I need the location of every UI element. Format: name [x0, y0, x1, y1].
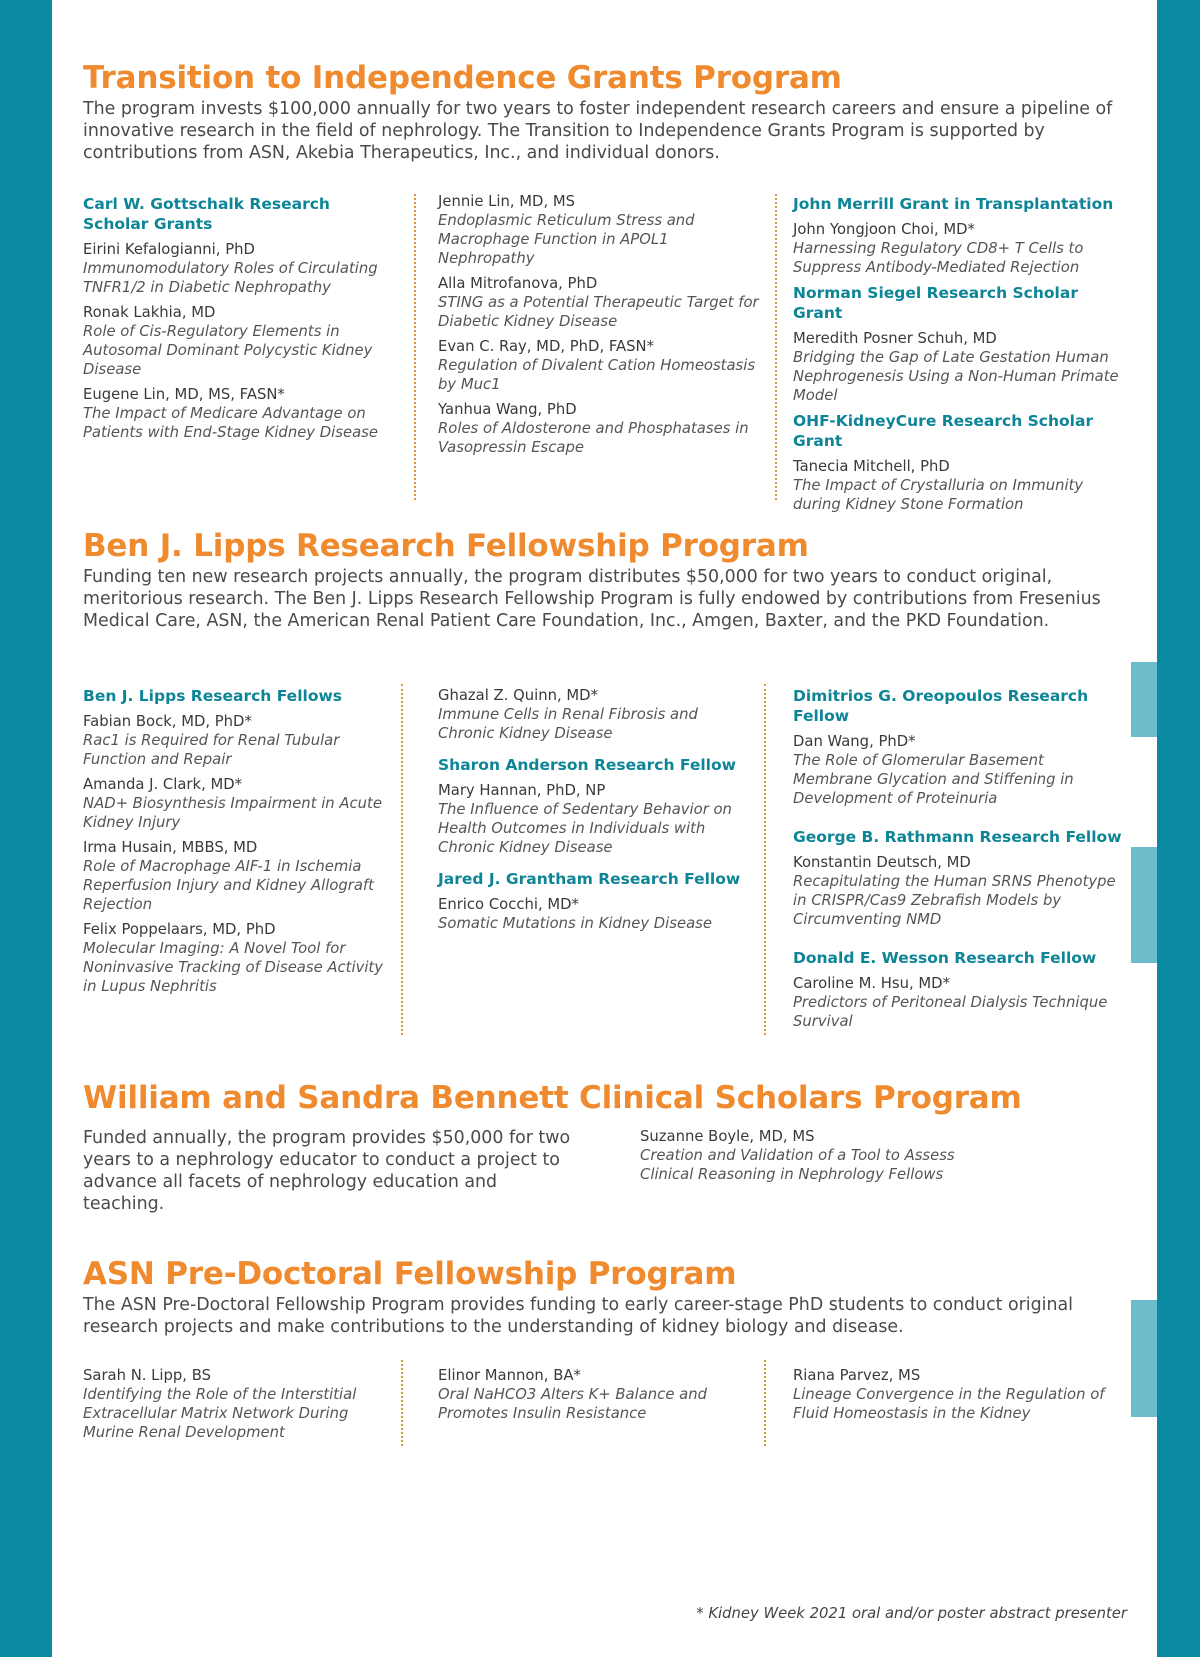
recipient-name: Konstantin Deutsch, MD [793, 854, 971, 871]
project-title: Role of Cis-Regulatory Elements in Autosomal Dominant Polycystic Kidney Disease [83, 323, 373, 378]
recipient-name: Amanda J. Clark, MD* [83, 776, 243, 793]
recipient-name: Riana Parvez, MS [793, 1367, 921, 1384]
recipient-name: Meredith Posner Schuh, MD [793, 330, 997, 347]
project-title: Regulation of Divalent Cation Homeostasis by Muc1 [438, 357, 756, 393]
project-title: Bridging the Gap of Late Gestation Human Nephrogenesis Using a Non-Human Primate Model [793, 349, 1119, 404]
fellow-entry [83, 712, 383, 769]
recipient-name: Fabian Bock, MD, PhD* [83, 713, 252, 730]
category-heading: Sharon Anderson Research Fellow [438, 756, 736, 774]
bennett-section [83, 1080, 1127, 1215]
fellow-entry [83, 1366, 383, 1442]
grant-entry [793, 220, 1127, 277]
category-heading: Dimitrios G. Oreopoulos Research Fellow [793, 687, 1089, 725]
column-divider [764, 684, 766, 1035]
predoc-col-1 [83, 1366, 383, 1448]
project-title: Role of Macrophage AIF-1 in Ischemia Reperfusion Injury and Kidney Allograft Rejection [83, 858, 374, 913]
edge-tab [1131, 662, 1157, 737]
grant-entry [438, 337, 763, 394]
category-heading: John Merrill Grant in Transplantation [793, 195, 1114, 213]
project-title: Lineage Convergence in the Regulation of Fluid Homeostasis in the Kidney [793, 1386, 1105, 1422]
project-title: The Influence of Sedentary Behavior on Health Outcomes in Individuals with Chronic Kidney Disease [438, 801, 732, 856]
project-title: The Impact of Medicare Advantage on Patients with End-Stage Kidney Disease [83, 405, 378, 441]
grant-entry [438, 274, 763, 331]
recipient-name: Jennie Lin, MD, MS [438, 193, 576, 210]
tig-col-3 [793, 194, 1127, 520]
tig-col-2 [438, 192, 763, 463]
project-title: Oral NaHCO3 Alters K+ Balance and Promotes Insulin Resistance [438, 1386, 707, 1422]
grant-entry [83, 240, 398, 297]
lipps-section [83, 528, 1127, 632]
fellow-entry [793, 732, 1127, 808]
bennett-intro: Funded annually, the program provides $50,000 for two years to a nephrology educator to conduct a project to advance all facets of nephrology education and teaching. [83, 1128, 571, 1214]
grant-entry [793, 457, 1127, 514]
grant-entry [793, 329, 1127, 405]
project-title: Roles of Aldosterone and Phosphatases in Vasopressin Escape [438, 420, 749, 456]
project-title: Immune Cells in Renal Fibrosis and Chronic Kidney Disease [438, 706, 698, 742]
scholar-entry [640, 1127, 980, 1184]
recipient-name: Eugene Lin, MD, MS, FASN* [83, 386, 285, 403]
recipient-name: Caroline M. Hsu, MD* [793, 975, 950, 992]
project-title: The Impact of Crystalluria on Immunity during Kidney Stone Formation [793, 477, 1084, 513]
recipient-name: Enrico Cocchi, MD* [438, 896, 579, 913]
predoc-section [83, 1256, 1127, 1338]
project-title: STING as a Potential Therapeutic Target for Diabetic Kidney Disease [438, 294, 759, 330]
bennett-heading: William and Sandra Bennett Clinical Scholars Program [83, 1080, 1022, 1116]
column-divider [775, 194, 777, 500]
fellow-entry [83, 838, 383, 914]
recipient-name: Irma Husain, MBBS, MD [83, 839, 258, 856]
fellow-entry [83, 775, 383, 832]
project-title: Identifying the Role of the Interstitial Extracellular Matrix Network During Murine Renal Development [83, 1386, 357, 1441]
recipient-name: Suzanne Boyle, MD, MS [640, 1128, 815, 1145]
predoc-col-2 [438, 1366, 748, 1429]
column-divider [764, 1360, 766, 1446]
project-title: Recapitulating the Human SRNS Phenotype in CRISPR/Cas9 Zebrafish Models by Circumventing NMD [793, 873, 1116, 928]
category-heading: George B. Rathmann Research Fellow [793, 828, 1122, 846]
grant-entry [83, 303, 398, 379]
recipient-name: Mary Hannan, PhD, NP [438, 782, 606, 799]
recipient-name: Dan Wang, PhD* [793, 733, 916, 750]
fellow-entry [438, 781, 748, 857]
grant-entry [438, 400, 763, 457]
project-title: Somatic Mutations in Kidney Disease [438, 915, 712, 932]
page [52, 0, 1157, 1657]
project-title: Rac1 is Required for Renal Tubular Function and Repair [83, 732, 340, 768]
tig-col-1 [83, 194, 398, 448]
recipient-name: John Yongjoon Choi, MD* [793, 221, 975, 238]
tig-heading: Transition to Independence Grants Program [83, 60, 842, 96]
fellow-entry [793, 1366, 1127, 1423]
lipps-heading: Ben J. Lipps Research Fellowship Program [83, 528, 809, 564]
predoc-intro: The ASN Pre-Doctoral Fellowship Program provides funding to early career-stage PhD students to conduct original research projects and make contributions to the understanding of kidney biology and disease. [83, 1295, 1073, 1337]
recipient-name: Tanecia Mitchell, PhD [793, 458, 950, 475]
fellow-entry [438, 686, 748, 743]
edge-tab [1131, 1300, 1157, 1417]
lipps-col-1 [83, 686, 383, 1002]
category-heading: Jared J. Grantham Research Fellow [438, 870, 741, 888]
project-title: Predictors of Peritoneal Dialysis Technique Survival [793, 994, 1108, 1030]
tig-section [83, 60, 1127, 164]
lipps-intro: Funding ten new research projects annually, the program distributes $50,000 for two years to conduct original, meritorious research. The Ben J. Lipps Research Fellowship Program is fully endowed by contributions from Fresenius Medical Care, ASN, the American Renal Patient Care Foundation, Inc., Amgen, Baxter, and the PKD Foundation. [83, 567, 1101, 631]
fellow-entry [83, 920, 383, 996]
category-heading: Donald E. Wesson Research Fellow [793, 949, 1097, 967]
column-divider [401, 1360, 403, 1446]
edge-tab [1131, 847, 1157, 963]
recipient-name: Alla Mitrofanova, PhD [438, 275, 598, 292]
recipient-name: Sarah N. Lipp, BS [83, 1367, 211, 1384]
recipient-name: Elinor Mannon, BA* [438, 1367, 581, 1384]
recipient-name: Ronak Lakhia, MD [83, 304, 216, 321]
fellow-entry [438, 895, 748, 933]
grant-entry [438, 192, 763, 268]
project-title: Immunomodulatory Roles of Circulating TNFR1/2 in Diabetic Nephropathy [83, 260, 378, 296]
recipient-name: Yanhua Wang, PhD [438, 401, 577, 418]
column-divider [401, 684, 403, 1035]
recipient-name: Evan C. Ray, MD, PhD, FASN* [438, 338, 654, 355]
fellow-entry [793, 853, 1127, 929]
project-title: Creation and Validation of a Tool to Assess Clinical Reasoning in Nephrology Fellows [640, 1147, 955, 1183]
project-title: Molecular Imaging: A Novel Tool for Noninvasive Tracking of Disease Activity in Lupus Nephritis [83, 940, 383, 995]
column-divider [414, 194, 416, 500]
category-heading: OHF-KidneyCure Research Scholar Grant [793, 412, 1094, 450]
predoc-heading: ASN Pre-Doctoral Fellowship Program [83, 1256, 737, 1292]
category-heading: Carl W. Gottschalk Research Scholar Grants [83, 195, 330, 233]
recipient-name: Eirini Kefalogianni, PhD [83, 241, 255, 258]
project-title: Harnessing Regulatory CD8+ T Cells to Suppress Antibody-Mediated Rejection [793, 240, 1084, 276]
grant-entry [83, 385, 398, 442]
project-title: NAD+ Biosynthesis Impairment in Acute Kidney Injury [83, 795, 382, 831]
footnote: * Kidney Week 2021 oral and/or poster abstract presenter [696, 1605, 1127, 1622]
predoc-col-3 [793, 1366, 1127, 1429]
category-heading: Ben J. Lipps Research Fellows [83, 687, 343, 705]
lipps-col-3 [793, 686, 1127, 1037]
category-heading: Norman Siegel Research Scholar Grant [793, 284, 1078, 322]
recipient-name: Ghazal Z. Quinn, MD* [438, 687, 598, 704]
fellow-entry [793, 974, 1127, 1031]
tig-intro: The program invests $100,000 annually for two years to foster independent research careers and ensure a pipeline of innovative research in the field of nephrology. The Transition to Independence Grants Program is supported by contributions from ASN, Akebia Therapeutics, Inc., and individual donors. [83, 99, 1113, 163]
project-title: Endoplasmic Reticulum Stress and Macrophage Function in APOL1 Nephropathy [438, 212, 695, 267]
recipient-name: Felix Poppelaars, MD, PhD [83, 921, 276, 938]
lipps-col-2 [438, 686, 748, 939]
fellow-entry [438, 1366, 748, 1423]
project-title: The Role of Glomerular Basement Membrane Glycation and Stiffening in Development of Proteinuria [793, 752, 1074, 807]
